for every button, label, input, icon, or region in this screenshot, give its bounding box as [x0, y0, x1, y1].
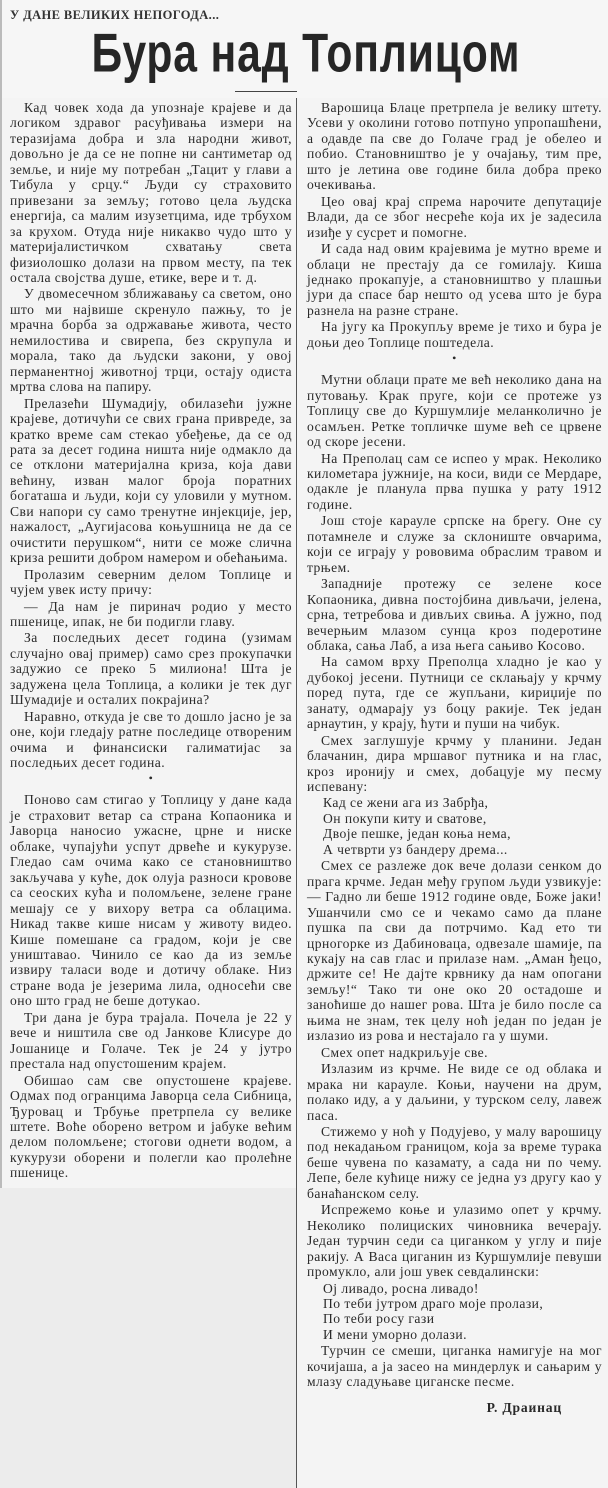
paragraph: На самом врху Преполца хладно је као у дубокој јесени. Путници се склањају у крчму поред пута, где се жупљани, кириџије по занату, одмарају уз боцу ракије. Тек један арнаутин, у крају, ћути и пуши на чибук.: [307, 654, 602, 732]
paragraph: Варошица Блаце претрпела је велику штету. Усеви у околини готово потпуно упропашћени, а одавде па све до Голаче град је обелео и побио. Становништво је у очајању, тим пре, што је летина ове године била добра преко очекивања.: [307, 100, 602, 193]
verse-line: И мени уморно долази.: [323, 1326, 467, 1342]
paragraph: Обишао сам све опустошене крајеве. Одмах под огранцима Јаворца села Сибница, Ђуровац и Трбуње претрпела су велике штете. Воће оборено ветром и јабуке већим делом поломљене; стогови однети водом, а кукурузи оборени и полегли као пролећне пшенице.: [10, 1072, 292, 1181]
paragraph: Прелазећи Шумадију, обилазећи јужне крајеве, дотичући се свих грана привреде, за кратко време сам стекао убеђење, да се од рата за десет година ништа није одмакло да се отклони материјална криза, која дави већину, изван малог броја поратних богаташа и људи, који су уловили у мутном. Сви напори су само тренутне инјекције, јер, нажалост, „Аугијасова коњушница не да се очистити перушком“, нити се може слична криза решити добром намером и обећањима.: [10, 395, 292, 566]
verse-line: По теби росу гази: [323, 1311, 435, 1327]
paragraph: Излазим из крчме. Не виде се од облака и мрака ни карауле. Коњи, научени на друм, полако иду, а у даљини, у турском селу, лавеж паса.: [307, 1061, 602, 1123]
section-separator: •: [148, 771, 154, 786]
paragraph: У двомесечном зближавању са светом, оно што ми највише скренуло пажњу, то је мрачна борба за одржавање живота, често немилостива и свирепа, без скрупула и морала, тако да људски закони, у овој перманентној животној трци, остају одиста мртва слова на папиру.: [10, 286, 292, 395]
verse-line: Он покупи киту и сватове,: [323, 810, 487, 826]
verse-line: Ој ливадо, росна ливадо!: [323, 1280, 479, 1296]
verse-line: А четврти уз бандеру дрема...: [323, 841, 508, 857]
paragraph: Мутни облаци прате ме већ неколико дана на путовању. Крак пруге, који се протеже уз Топлицу све до Куршумлије меланколично је осамљен. Ретке топличке шуме већ се црвене од скоре јесени.: [307, 372, 602, 450]
paragraph: Смех заглушује крчму у планини. Један блачанин, дира мршавог путника и на глас, кроз иронију и смех, добацује му песму испевану:: [307, 732, 602, 795]
paragraph: Наравно, откуда је све то дошло јасно је за оне, који гледају ратне последице отвореним очима и финансиски галиматијас за последњих десет година.: [10, 708, 292, 771]
article-header: [0, 0, 608, 98]
paragraph: Поново сам стигао у Топлицу у дане када је страховит ветар са страна Копаоника и Јаворца наносио ужасне, црне и ниске облаке, чупајући успут дрвеће и кукурузе. Гледао сам очима како се становништво закључава у куће, док олуја разноси кровове са сеоских кућа и поломљене, зелене гране мешају се у вихору ветра са облацима. Никад такве кише нисам у животу видео. Кише помешане са градом, који је све уништавао. Чинило се као да из земље извиру таласи воде и дотичу облаке. Низ стране вода је језерима лила, односећи све оно што град не беше дотукао.: [10, 792, 292, 1009]
verse-line: Кад се жени ага из Забрђа,: [323, 795, 489, 811]
paragraph: Испрежемо коње и улазимо опет у крчму. Неколико полициских чиновника вечерају. Један турчин седи са циганком у углу и пије ракију. А Васа циганин из Куршумлије певуши промукло, али још увек севдалински:: [307, 1202, 602, 1280]
song-verse: [307, 1281, 602, 1343]
paragraph: Стижемо у ноћ у Подујево, у малу варошицу под некадањом границом, која за време турака беше чувена по казамату, а сада ни по чему. Лепе, беле кућице нижу се једна уз другу као у банаћанском селу.: [307, 1124, 602, 1201]
paragraph: Западније протежу се зелене косе Копаоника, дивна постојбина дивљачи, јелена, срна, тетребова и дивљих свиња. А јужно, под вечерњим млазом сунца кроз подеротине облака, сања Лаб, а иза њега сањиво Косово.: [307, 576, 602, 653]
paragraph: Турчин се смеши, циганка намигује на мог кочијаша, а ја засео на миндерлук и сањарим у млазу сладуњаве циганске песме.: [307, 1343, 602, 1390]
paragraph: На Преполац сам се испео у мрак. Неколико километара јужније, на коси, види се Мердаре, одакле је планула прва пушка у рату 1912 године.: [307, 450, 602, 512]
title-rule: [235, 91, 297, 92]
verse-line: Двоје пешке, један коња нема,: [323, 826, 512, 842]
left-column: [0, 98, 298, 1188]
kicker: У ДАНЕ ВЕЛИКИХ НЕПОГОДА...: [10, 8, 220, 22]
paragraph: Кад човек хода да упознаје крајеве и да логиком здравог расуђивања измери на теразијама добра и зла народни живот, довољно је да се не попне ни сантиметар од земље, и није му потребан „Тацит у глави а Тибула у срцу.“ Људи су страховито привезани за земљу; готово цела људска енергија, са малим изузетцима, иде трбухом за крухом. Отуда није никакво чудо што у материјалистичком схватању света физиолошко долази на првом месту, па тек остала својства душе, етике, вере и т. д.: [10, 100, 292, 285]
verse-line: По теби јутром драго моје пролази,: [323, 1295, 544, 1311]
section-separator: •: [452, 351, 457, 366]
author-signature: Р. Драинац: [486, 1399, 562, 1415]
paragraph: Смех се разлеже док вече долази сенком до прага крчме. Један међу групом људи узвикује: — Гадно ли беше 1912 године овде, Боже јаки! Ушанчили смо се и чекамо само да плане пушка па сви да потрчимо. Кад ето ти црногорке из Дабиноваца, одвезале шамије, па кукају на сав глас и прилазе нам. „Аман ђецо, држите се! Не дајте крвнику да нам опогани земљу!“ Тако ти оне око 20 остадоше и заноћише до нашег рова. Шта је било после са њима не знам, тек целу ноћ један по један је излазио из рова и нестајало га у шуми.: [307, 858, 602, 1044]
article-title: Бура над Топлицом: [91, 23, 521, 84]
right-column: [296, 98, 608, 1488]
paragraph: И сада над овим крајевима је мутно време и облаци не престају да се гомилају. Киша једнако прокапује, а становништво у плашњи јури да спасе бар нешто од усева што је бура разнела на разне стране.: [307, 241, 602, 318]
paragraph: — Да нам је пиринач родио у место пшенице, ипак, не би подигли главу.: [10, 598, 292, 629]
paragraph: Пролазим северним делом Топлице и чујем увек исту причу:: [10, 566, 292, 598]
paragraph: Три дана је бура трајала. Почела је 22 у вече и ништила све од Јанкове Клисуре до Јошанице и Голаче. Тек је 24 у јутро престала над опустошеним крајем.: [10, 1009, 292, 1072]
song-verse: [307, 795, 602, 857]
paragraph: Цео овај крај спрема нарочите депутације Влади, да се због несреће која их је задесила изиђе у сусрет и помогне.: [307, 193, 602, 240]
paragraph: Још стоје карауле српске на брегу. Оне су потамнеле и служе за склониште овчарима, који се играју у рововима обраслим травом и трњем.: [307, 513, 602, 575]
paragraph: Смех опет надкриљује све.: [321, 1044, 489, 1060]
paragraph: За последњих десет година (узимам случајно овај пример) само срез прокупачки задужио се преко 5 милиона! Шта је задужена цела Топлица, а колики је тек дуг Шумадије и осталих покрајина?: [10, 630, 292, 708]
paragraph: На југу ка Прокупљу време је тихо и бура је доњи део Топлице поштедела.: [307, 319, 602, 350]
